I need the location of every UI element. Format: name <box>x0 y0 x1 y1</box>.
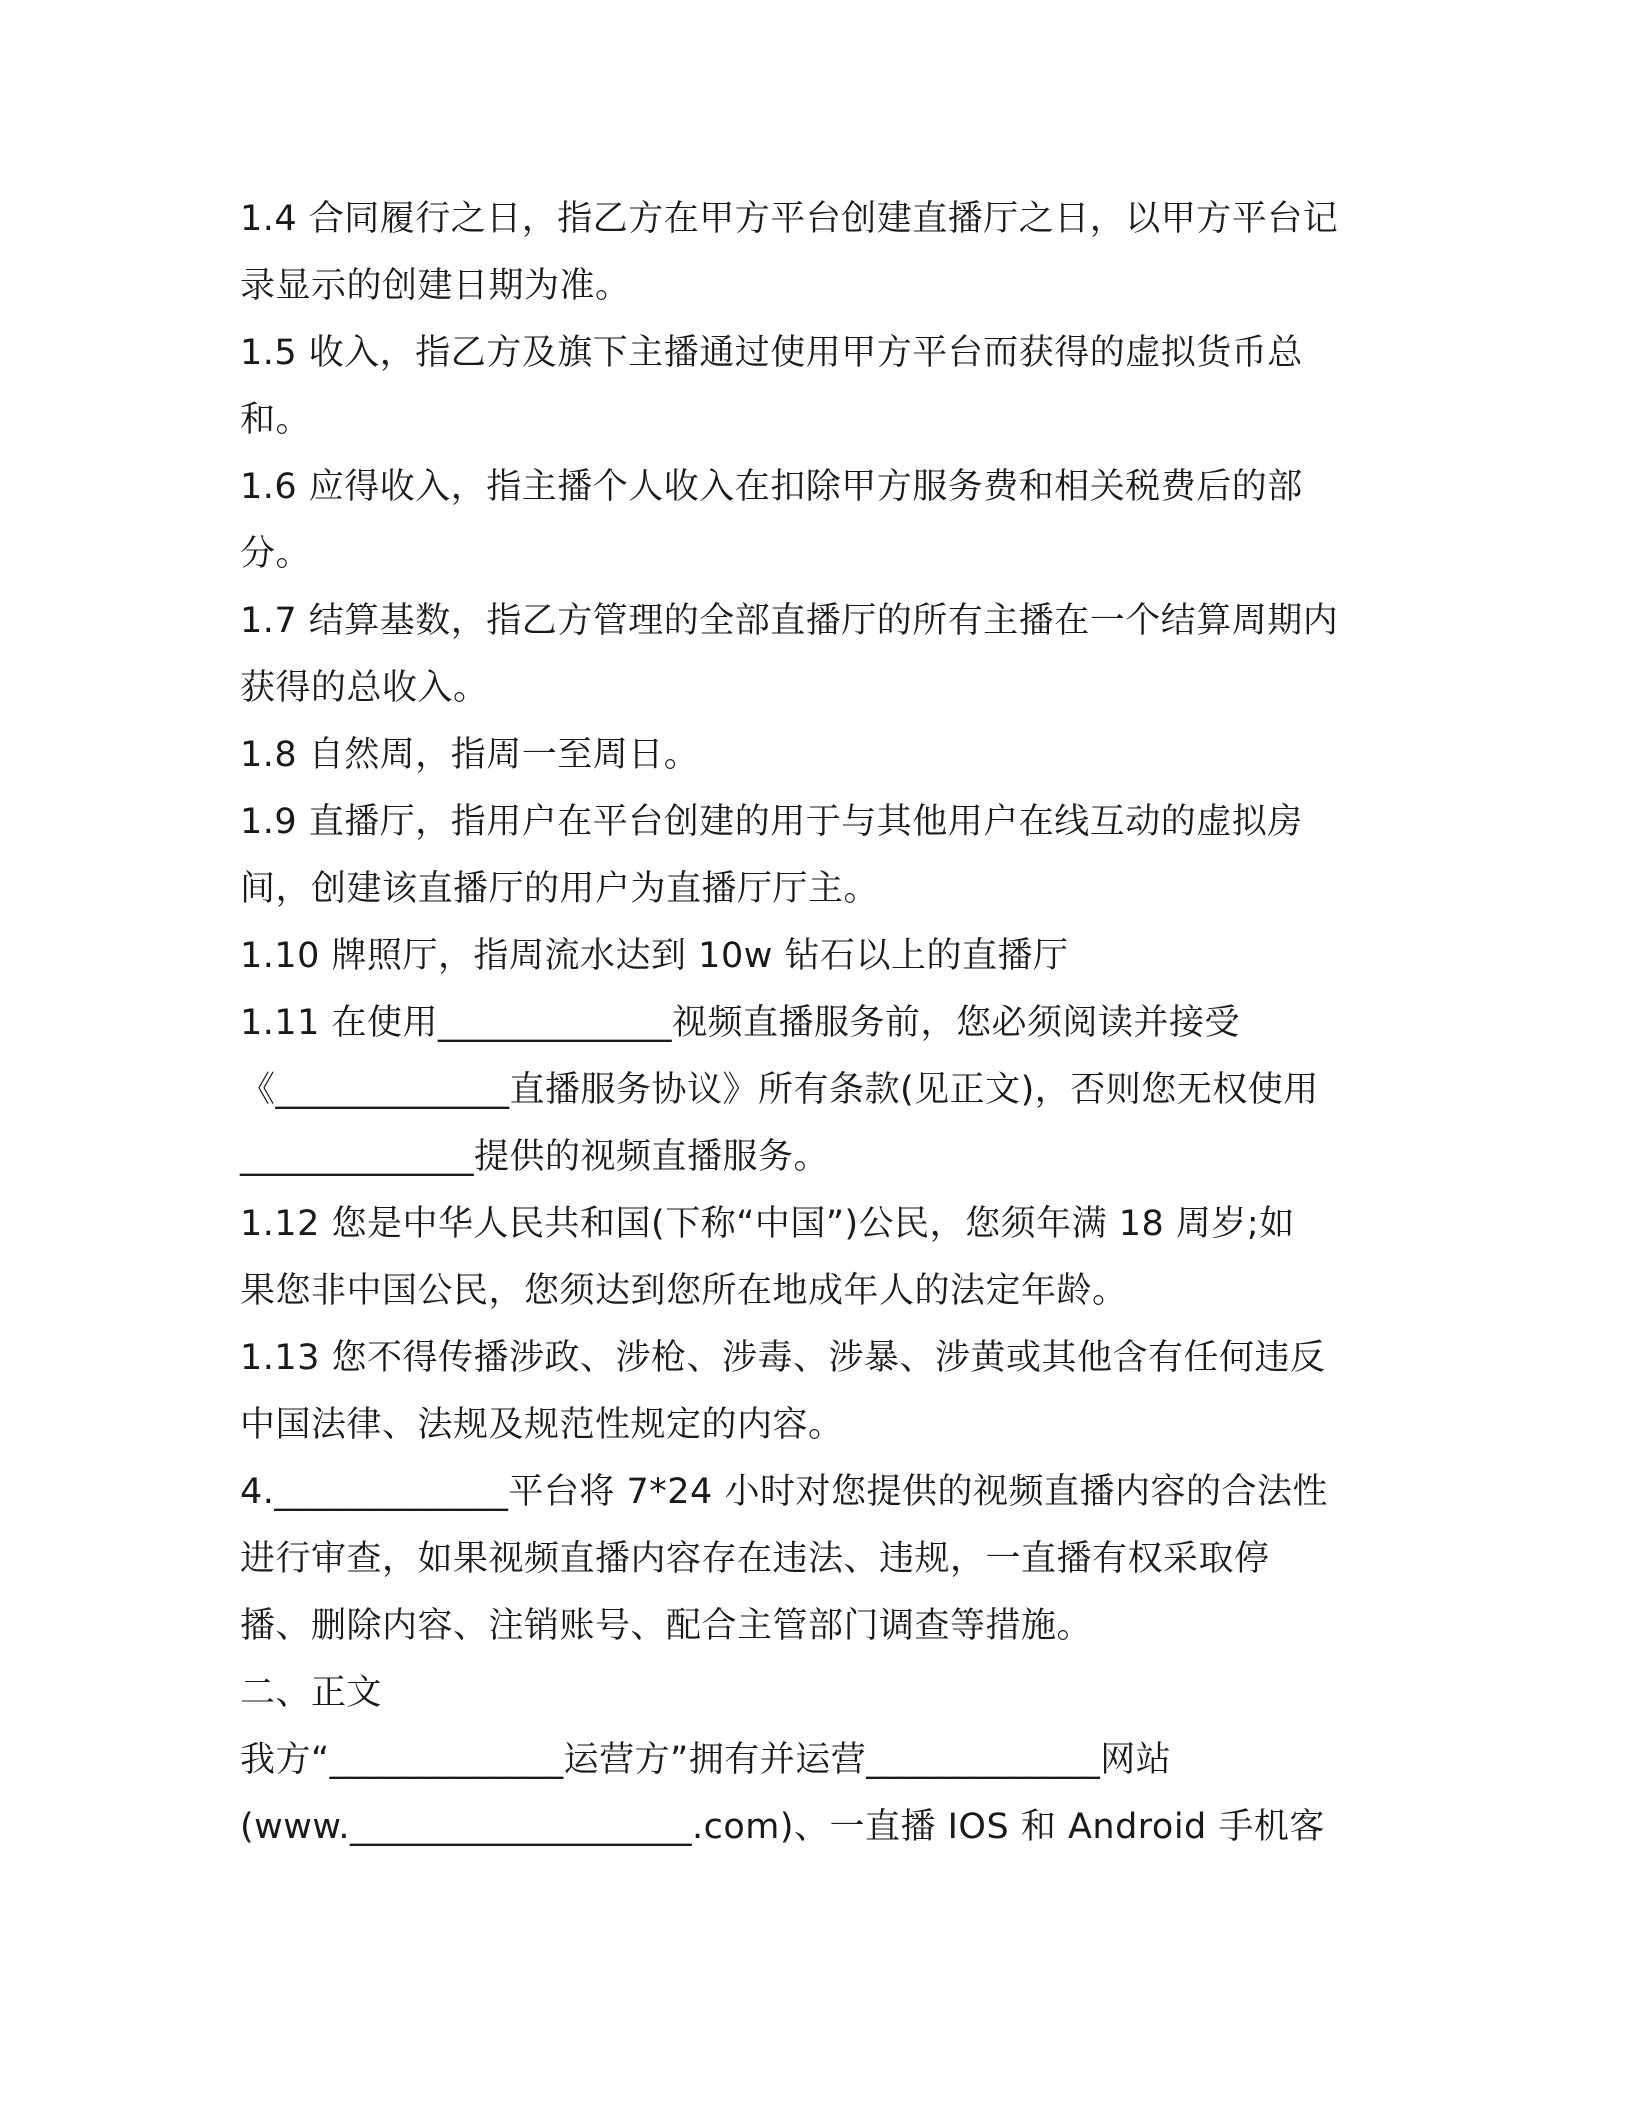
text-line: (www.___________________.com)、一直播 IOS 和 Android 手机客 <box>240 1807 1325 1847</box>
text-line: 进行审查，如果视频直播内容存在违法、违规，一直播有权采取停 <box>240 1539 1270 1579</box>
text-line: 1.8 自然周，指周一至周日。 <box>240 735 700 775</box>
text-line: 果您非中国公民，您须达到您所在地成年人的法定年龄。 <box>240 1271 1128 1311</box>
text-line: 1.9 直播厅，指用户在平台创建的用于与其他用户在线互动的虚拟房 <box>240 802 1303 842</box>
text-line: 1.4 合同履行之日，指乙方在甲方平台创建直播厅之日，以甲方平台记 <box>240 199 1339 239</box>
text-line: 1.11 在使用_____________视频直播服务前，您必须阅读并接受 <box>240 1003 1241 1043</box>
text-line: 中国法律、法规及规范性规定的内容。 <box>240 1405 844 1445</box>
text-line: 1.5 收入，指乙方及旗下主播通过使用甲方平台而获得的虚拟货币总 <box>240 333 1303 373</box>
text-line: 获得的总收入。 <box>240 668 489 708</box>
text-line: 1.10 牌照厅，指周流水达到 10w 钻石以上的直播厅 <box>240 936 1069 976</box>
text-line: 和。 <box>240 400 312 440</box>
text-line: 播、删除内容、注销账号、配合主管部门调查等措施。 <box>240 1606 1093 1646</box>
text-line: 录显示的创建日期为准。 <box>240 266 631 306</box>
text-line: 1.13 您不得传播涉政、涉枪、涉毒、涉暴、涉黄或其他含有任何违反 <box>240 1338 1326 1378</box>
text-line: 间，创建该直播厅的用户为直播厅厅主。 <box>240 869 880 909</box>
text-line: 我方“_____________运营方”拥有并运营_____________网站 <box>240 1740 1172 1780</box>
text-line: _____________提供的视频直播服务。 <box>240 1137 830 1177</box>
text-line: 分。 <box>240 534 312 574</box>
section-heading: 二、正文 <box>240 1673 383 1713</box>
text-line: 4._____________平台将 7*24 小时对您提供的视频直播内容的合法性 <box>240 1472 1328 1512</box>
document-body <box>240 186 1400 1861</box>
text-line: 1.12 您是中华人民共和国(下称“中国”)公民，您须年满 18 周岁;如 <box>240 1204 1295 1244</box>
text-line: 1.6 应得收入，指主播个人收入在扣除甲方服务费和相关税费后的部 <box>240 467 1303 507</box>
text-line: 1.7 结算基数，指乙方管理的全部直播厅的所有主播在一个结算周期内 <box>240 601 1339 641</box>
text-line: 《_____________直播服务协议》所有条款(见正文)，否则您无权使用 <box>240 1070 1319 1110</box>
